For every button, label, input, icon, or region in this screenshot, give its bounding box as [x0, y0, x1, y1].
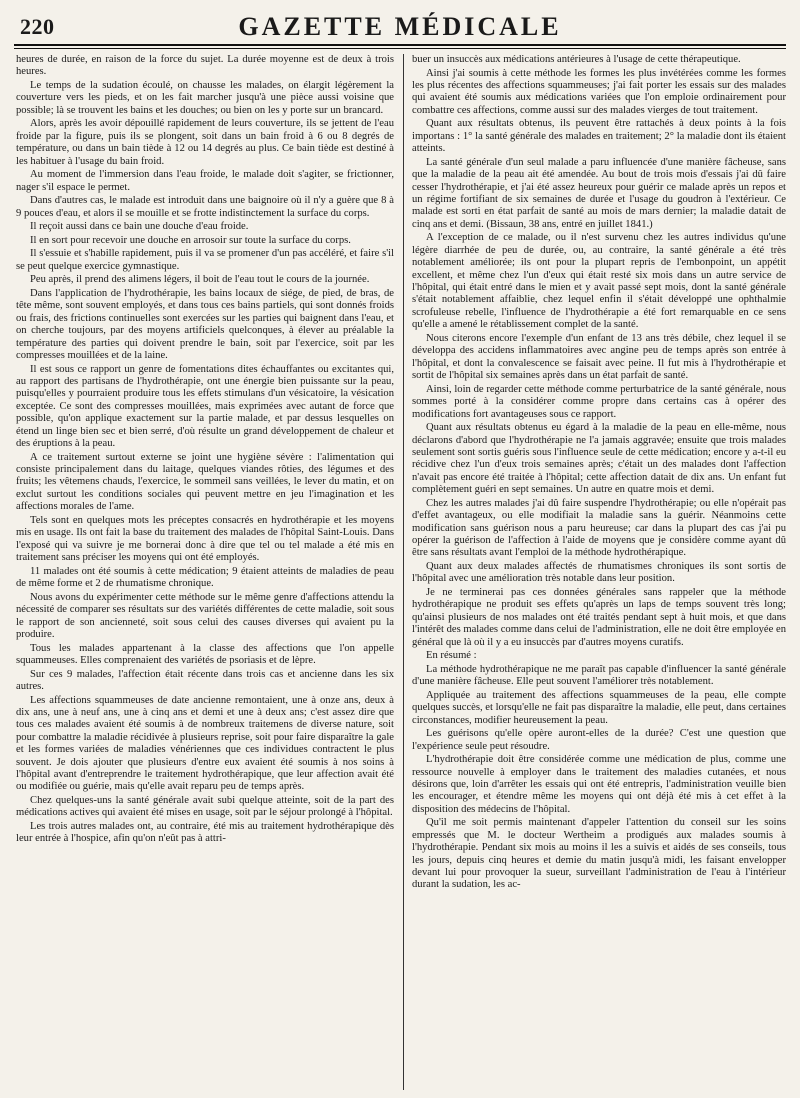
paragraph: Dans l'application de l'hydrothérapie, les bains locaux de siége, de pied, de bras, de tête même, sont souvent employés, et dans tous ces bains partiels, qui sont donnés froids ou frais, des frictions continuelles sont exercées sur les parties qui baignent dans l'eau, et on cherche toujours, par des moyens artificiels quelconques, à élever au préalable la température des parties qui doivent prendre le bain, soit par l'exercice, soit par les compresses mouillées et de la laine. [16, 288, 394, 362]
paragraph: Chez les autres malades j'ai dû faire suspendre l'hydrothérapie; ou elle n'opérait pas d'effet avantageux, ou elle modifiait la maladie sans la guérir. Néanmoins cette modification sans guérison nous a paru heureuse; car dans la plupart des cas j'ai pu opérer la guérison de l'affection à l'aide de moyens que je considère comme ayant dû être sans résultats avant l'emploi de la méthode hydrothérapique. [412, 497, 786, 559]
paragraph: Il est sous ce rapport un genre de fomentations dites échauffantes ou excitantes qui, au rapport des partisans de l'hydrothérapie, ont une énergie bien puissante sur la peau, puisqu'elles y pourraient produire tous les effets stimulans d'un vésicatoire, la vésication exceptée. Ce sont des compresses mouillées, mais exprimées avec autant de force que possible, qu'on applique exactement sur la partie malade, et par dessus lesquelles on étend un linge bien sec et bien serré, d'où résulte un grand développement de chaleur et des éruptions à la peau. [16, 363, 394, 450]
paragraph: Quant aux résultats obtenus eu égard à la maladie de la peau en elle-même, nous déclarons d'abord que l'hydrothérapie ne l'a jamais aggravée; ensuite que trois malades seulement sont sortis guéris sous l'influence seule de cette médication; encore y a-t-il eu récidive chez l'un d'eux trois semaines après; c'était un des malades dont l'affection n'avait pas encore été traitée à l'hôpital; cette affection datait de dix ans. Un enfant fut complètement guéri en sept semaines. Un autre en quatre mois et demi. [412, 422, 786, 496]
publication-title: GAZETTE MÉDICALE [238, 12, 562, 41]
header-rule-thin [14, 48, 786, 49]
paragraph: Peu après, il prend des alimens légers, il boit de l'eau tout le cours de la journée. [30, 274, 370, 286]
right-column [412, 54, 786, 1090]
paragraph: La santé générale d'un seul malade a paru influencée d'une manière fâcheuse, sans que la maladie de la peau ait été amendée. Au bout de trois mois d'essais j'ai dû faire cesser l'hydrothérapie, et j'ai été assez heureux pour guérir ce malade après un repos et un régime fortifiant de six semaines de durée et l'usage du goudron à l'extérieur. Ce malade est sorti en état parfait de santé au mois de mars dernier; la maladie datait de cinq ans et demi. (Bissaun, 38 ans, entré en juillet 1841.) [412, 156, 786, 230]
paragraph: Il s'essuie et s'habille rapidement, puis il va se promener d'un pas accéléré, et faire s'il se peut quelque exercice gymnastique. [16, 248, 394, 272]
paragraph: Alors, après les avoir dépouillé rapidement de leurs couverture, ils se jettent de l'eau froide par la figure, puis ils se plongent, soit dans un bain froid à 6 ou 8 degrés de température, ou dans un bain tiède à 12 ou 14 degrés au plus. Ce bain tiède est destiné à les habituer à l'usage du bain froid. [16, 118, 394, 167]
paragraph: Les guérisons qu'elle opère auront-elles de la durée? C'est une question que l'expérience seule peut résoudre. [412, 728, 786, 752]
paragraph: heures de durée, en raison de la force du sujet. La durée moyenne est de deux à trois heures. [16, 54, 394, 78]
paragraph: Tous les malades appartenant à la classe des affections que l'on appelle squammeuses. Elles comprenaient des variétés de psoriasis et de lèpre. [16, 642, 394, 666]
paragraph: Sur ces 9 malades, l'affection était récente dans trois cas et ancienne dans les six autres. [16, 668, 394, 692]
paragraph: Au moment de l'immersion dans l'eau froide, le malade doit s'agiter, se frictionner, nager s'il espace le permet. [16, 169, 394, 193]
paragraph: 11 malades ont été soumis à cette médication; 9 étaient atteints de maladies de peau de même forme et 2 de rhumatisme chronique. [16, 565, 394, 590]
left-column [16, 54, 394, 1090]
paragraph: Il en sort pour recevoir une douche en arrosoir sur toute la surface du corps. [30, 234, 351, 246]
paragraph: Nous citerons encore l'exemple d'un enfant de 13 ans très débile, chez lequel il se développa des accidens inflammatoires avec angine peu de temps après son entrée à l'hôpital, et dont la convalescence se faisait avec peine. Il fut mis à l'hydrothérapie et sortit de l'hôpital six semaines après dans un état parfait de santé. [412, 332, 786, 382]
paragraph: Je ne terminerai pas ces données générales sans rappeler que la méthode hydrothérapique ne produit ses effets qu'après un laps de temps souvent très long; qu'ainsi plusieurs de nos malades ont été traités pendant sept à huit mois, et que dans l'intérêt des malades comme dans celui de l'administration, elle ne doit être employée en général que là où il y a eu insuccès par d'autres moyens curatifs. [412, 586, 786, 648]
paragraph: Ainsi, loin de regarder cette méthode comme perturbatrice de la santé générale, nous sommes porté à la considérer comme propre dans certains cas à opérer des modifications fort avantageuses sous ce rapport. [412, 383, 786, 420]
paragraph: Nous avons du expérimenter cette méthode sur le même genre d'affections attendu la nécessité de comparer ses résultats sur des variétés différentes de cette maladie, soit sous le rapport de son ancienneté, soit sous celui des causes diverses qui avaient pu la produire. [16, 591, 394, 640]
paragraph: Appliquée au traitement des affections squammeuses de la peau, elle compte quelques succès, et lorsqu'elle ne fait pas disparaître la maladie, elle peut, dans certaines circonstances, modifier heureusement la peau. [412, 689, 786, 726]
paragraph: Chez quelques-uns la santé générale avait subi quelque atteinte, soit de la part des médications actives qui avaient été mises en usage, soit par le séjour prolongé à l'hôpital. [16, 794, 394, 819]
paragraph: Qu'il me soit permis maintenant d'appeler l'attention du conseil sur les soins empressés que M. le docteur Wertheim a prodigués aux malades soumis à l'hydrothérapie. Pendant six mois au moins il les a suivis et aidés de ses conseils, tous les jours, depuis cinq heures et demie du matin jusqu'à midi, les faisant envelopper devant lui pour provoquer la sueur, surveillant l'administration de l'eau à l'intérieur durant la sudation, les ac- [412, 817, 786, 891]
header-rule [14, 44, 786, 46]
paragraph: buer un insuccès aux médications antérieures à l'usage de cette thérapeutique. [412, 54, 741, 65]
page-number: 220 [20, 14, 55, 39]
paragraph: Quant aux résultats obtenus, ils peuvent être rattachés à deux points à la fois importans : 1° la santé générale des malades en traitement; 2° la maladie dont ils étaient atteints. [412, 118, 786, 155]
paragraph: Ainsi j'ai soumis à cette méthode les formes les plus invétérées comme les formes les plus récentes des affections squammeuses; j'ai fait porter les essais sur des malades qui avaient été soumis aux médications variées que l'on emploie ordinairement pour combattre ces affections, comme aussi sur des malades vierges de tout traitement. [412, 67, 786, 116]
paragraph: En résumé : [426, 650, 477, 662]
paragraph: Il reçoit aussi dans ce bain une douche d'eau froide. [30, 221, 249, 233]
paragraph: La méthode hydrothérapique ne me paraît pas capable d'influencer la santé générale d'une manière fâcheuse. Elle peut souvent l'améliorer très notablement. [412, 663, 786, 688]
column-divider [403, 54, 404, 1090]
paragraph: L'hydrothérapie doit être considérée comme une médication de plus, comme une ressource nouvelle à employer dans le traitement des maladies cutanées, et nous désirons que, loin d'arrêter les essais qui ont été entrepris, l'administration veuille bien les encourager, et étendre même les moyens qui ont déjà été mis à cet effet à la disposition des médecins de l'hôpital. [412, 754, 786, 815]
paragraph: A l'exception de ce malade, ou il n'est survenu chez les autres individus qu'une légère diarrhée de peu de durée, ou, au contraire, la santé générale a été très notablement améliorée; ils ont pour la plupart repris de l'embonpoint, un appétit excellent, et même chez l'un d'eux qui était resté six mois dans un autre service de l'hôpital, qui était entré dans le mien et y avait passé sept mois, dont la santé générale s'était notablement affaiblie, chez lequel enfin il s'était développé une ophthalmie scrofuleuse rebelle, l'influence de l'hydrothérapie a été fort remarquable en ce sens qu'elle a amené le rétablissement complet de la santé. [412, 232, 786, 331]
paragraph: Les trois autres malades ont, au contraire, été mis au traitement hydrothérapique dès leur entrée à l'hospice, afin qu'on n'eût pas à attri- [16, 820, 394, 845]
paragraph: Les affections squammeuses de date ancienne remontaient, une à onze ans, deux à dix ans, une à neuf ans, une à cinq ans et demi et une à deux ans; c'est assez dire que tous ces malades avaient été soumis à de nombreux traitemens de diverse nature, soit pour combattre la maladie récidivée à plusieurs reprise, soit pour faire disparaître la gale et les formes variées de maladies vénériennes que ces individues contractent le plus souvent. Je dois ajouter que plusieurs d'entre eux avaient été soumis à nos soins à l'hôpital avant d'entreprendre le traitement hydrothérapique, que leur affection avait été ou modifiée ou guérie, mais qu'elle avait reparu peu de temps après. [16, 694, 394, 793]
paragraph: Le temps de la sudation écoulé, on chausse les malades, on élargit légèrement la couverture vers les pieds, et on les fait marcher jusqu'à une pièce aussi voisine que possible; là se trouvent les bains et les douches; ou bien on les y porte sur un brancard. [16, 80, 394, 116]
page-header [14, 8, 786, 48]
paragraph: A ce traitement surtout externe se joint une hygiène sévère : l'alimentation qui consiste principalement dans du laitage, quelques viandes rôties, des légumes et des fruits; les vêtemens chauds, l'exercice, le sommeil sans veillées, le lever du matin, et on exclut surtout les conditions sociales qui peuvent mettre en jeu l'imagination et les affections morales de l'ame. [16, 451, 394, 513]
paragraph: Dans d'autres cas, le malade est introduit dans une baignoire où il n'y a guère que 8 à 9 pouces d'eau, et alors il se mouille et se frotte indistinctement la surface du corps. [16, 195, 394, 219]
paragraph: Quant aux deux malades affectés de rhumatismes chroniques ils sont sortis de l'hôpital avec une amélioration très notable dans leur position. [412, 560, 786, 585]
paragraph: Tels sont en quelques mots les préceptes consacrés en hydrothérapie et les moyens mis en usage. Ils ont fait la base du traitement des malades de l'hôpital Saint-Louis. Dans l'exposé qui va suivre je me bornerai donc à dire que tel ou tel malade a été mis en traitement sans préciser les moyens qui ont été employés. [16, 514, 394, 564]
